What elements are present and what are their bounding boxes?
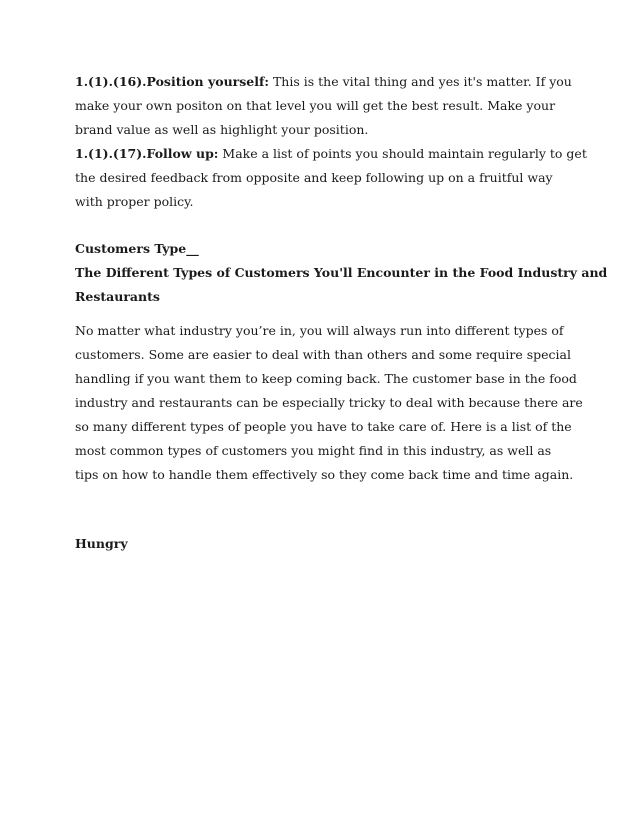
item-17-line-2: the desired feedback from opposite and keep following up on a fruitful way	[75, 170, 553, 185]
paragraph-line-3: handling if you want them to keep coming back. The customer base in the food	[75, 371, 577, 386]
paragraph-line-5: so many different types of people you have to take care of. Here is a list of the	[75, 419, 572, 434]
next-heading: Hungry	[75, 536, 128, 551]
subtitle-line-2: Restaurants	[75, 289, 160, 304]
item-17-text: Make a list of points you should maintain regularly to get	[218, 146, 587, 161]
item-17-line-3: with proper policy.	[75, 194, 194, 209]
spacer	[75, 214, 575, 237]
spacer	[75, 309, 575, 319]
spacer	[75, 487, 575, 532]
subtitle-line-1: The Different Types of Customers You'll Encounter in the Food Industry and	[75, 265, 608, 280]
item-16-line-1	[75, 70, 575, 94]
document-page	[75, 70, 608, 556]
item-16-line-2: make your own positon on that level you will get the best result. Make your	[75, 98, 556, 113]
section-title: Customers Type__	[75, 241, 199, 256]
paragraph-line-7: tips on how to handle them effectively so they come back time and time again.	[75, 467, 574, 482]
item-17-heading: 1.(1).(17).Follow up:	[75, 146, 219, 161]
item-17-line-1	[75, 142, 587, 166]
item-16-text: This is the vital thing and yes it's matter. If you	[269, 74, 572, 89]
paragraph-line-6: most common types of customers you might find in this industry, as well as	[75, 443, 552, 458]
item-16-line-3: brand value as well as highlight your position.	[75, 122, 369, 137]
paragraph-line-4: industry and restaurants can be especially tricky to deal with because there are	[75, 395, 583, 410]
item-16-heading: 1.(1).(16).Position yourself:	[75, 74, 269, 89]
paragraph-line-2: customers. Some are easier to deal with than others and some require special	[75, 347, 571, 362]
paragraph-line-1: No matter what industry you’re in, you will always run into different types of	[75, 323, 564, 338]
